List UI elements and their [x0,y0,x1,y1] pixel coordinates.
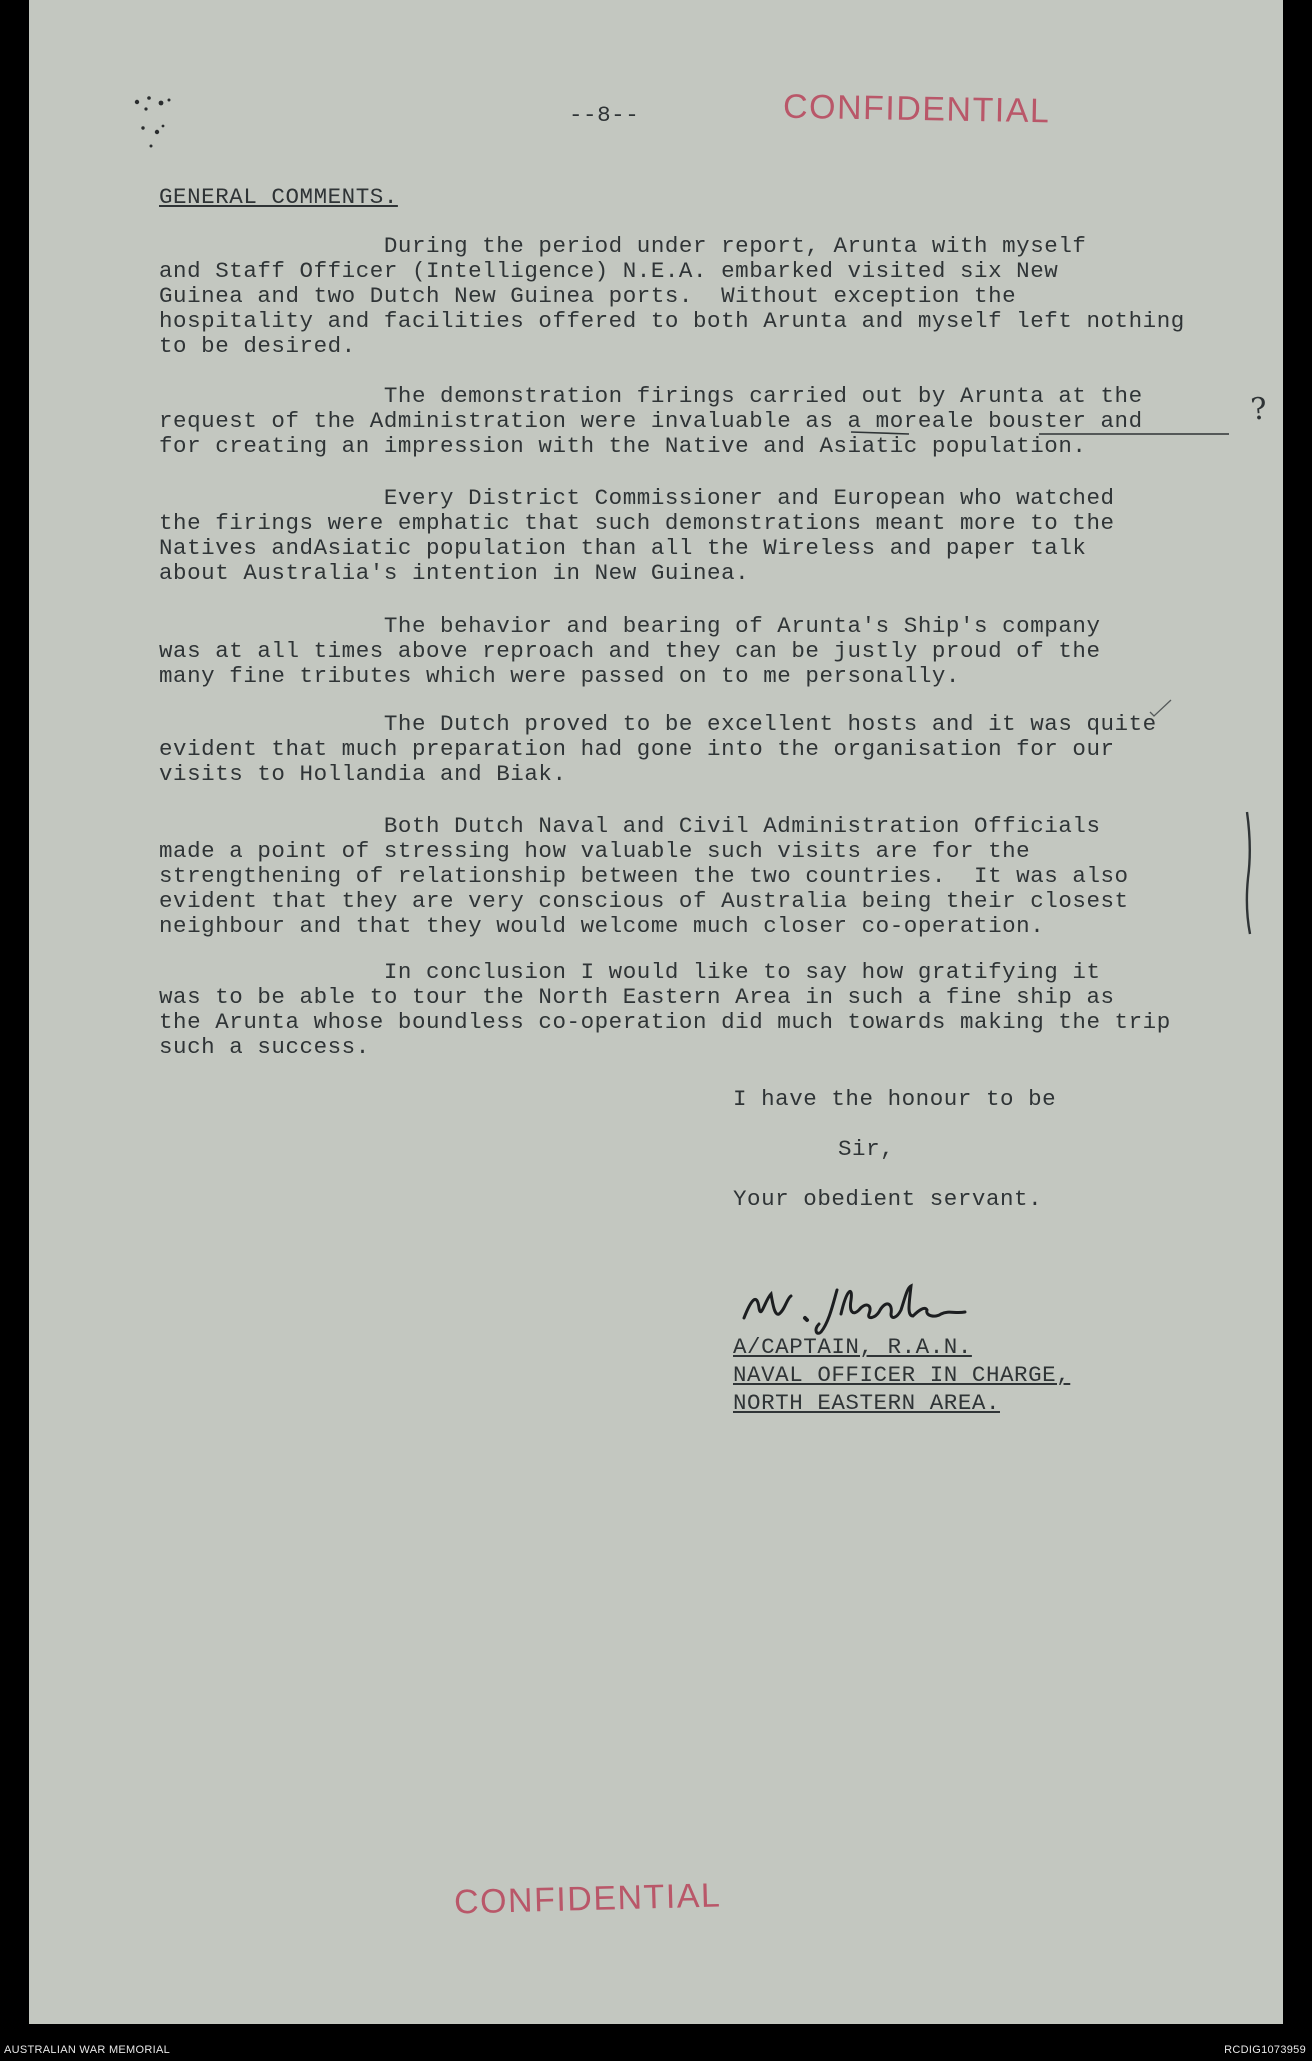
paragraph-1: During the period under report, Arunta with myself and Staff Officer (Intelligence) N.E.A. embarked visited six New Guinea and two Dutch New Guinea ports. Without exception the hospitality and facilities offered to both Arunta and myself left nothing to be desired. [159,233,1185,359]
footer-archive-name: AUSTRALIAN WAR MEMORIAL [4,2044,171,2056]
document-page [29,0,1283,2024]
signature-rank: A/CAPTAIN, R.A.N. [733,1334,972,1360]
signature-title: NAVAL OFFICER IN CHARGE, [733,1362,1071,1388]
confidential-stamp-top: CONFIDENTIAL [782,87,1051,131]
closing-honour: I have the honour to be [733,1086,1057,1112]
paragraph-5: The Dutch proved to be excellent hosts and it was quite evident that much preparation had gone into the organisation for our visits to Hollandia and Biak. [159,711,1157,787]
closing-servant: Your obedient servant. [733,1186,1043,1212]
paragraph-7: In conclusion I would like to say how gratifying it was to be able to tour the North Eastern Area in such a fine ship as the Arunta whose boundless co-operation did much towards making the trip such a success. [159,959,1171,1060]
footer-record-id: RCDIG1073959 [1224,2044,1306,2056]
handwritten-signature [729,1270,1059,1340]
signature-area: NORTH EASTERN AREA. [733,1390,1000,1416]
closing-sir: Sir, [838,1136,895,1162]
paragraph-2: The demonstration firings carried out by Arunta at the request of the Administration were invaluable as a moreale bouster and for creating an impression with the Native and Asiatic population. [159,383,1143,459]
paragraph-6: Both Dutch Naval and Civil Administration Officials made a point of stressing how valuable such visits are for the strengthening of relationship between the two countries. It was also evident that they are very conscious of Australia being their closest neighbour and that they would welcome much closer co-operation. [159,813,1129,939]
confidential-stamp-bottom: CONFIDENTIAL [453,1876,722,1922]
underline-annotation-icon [849,420,1269,450]
tick-mark-icon [1147,696,1177,718]
margin-question-mark: ? [1249,391,1269,428]
margin-line-icon [1237,808,1261,938]
paragraph-3: Every District Commissioner and European who watched the firings were emphatic that such demonstrations meant more to the Natives andAsiatic population than all the Wireless and paper talk about Australia's intention in New Guinea. [159,485,1115,586]
paragraph-4: The behavior and bearing of Arunta's Ship's company was at all times above reproach and they can be justly proud of the many fine tributes which were passed on to me personally. [159,613,1101,689]
page-number: --8-- [569,102,640,128]
punch-marks-icon [109,88,229,163]
section-heading: GENERAL COMMENTS. [159,184,398,210]
